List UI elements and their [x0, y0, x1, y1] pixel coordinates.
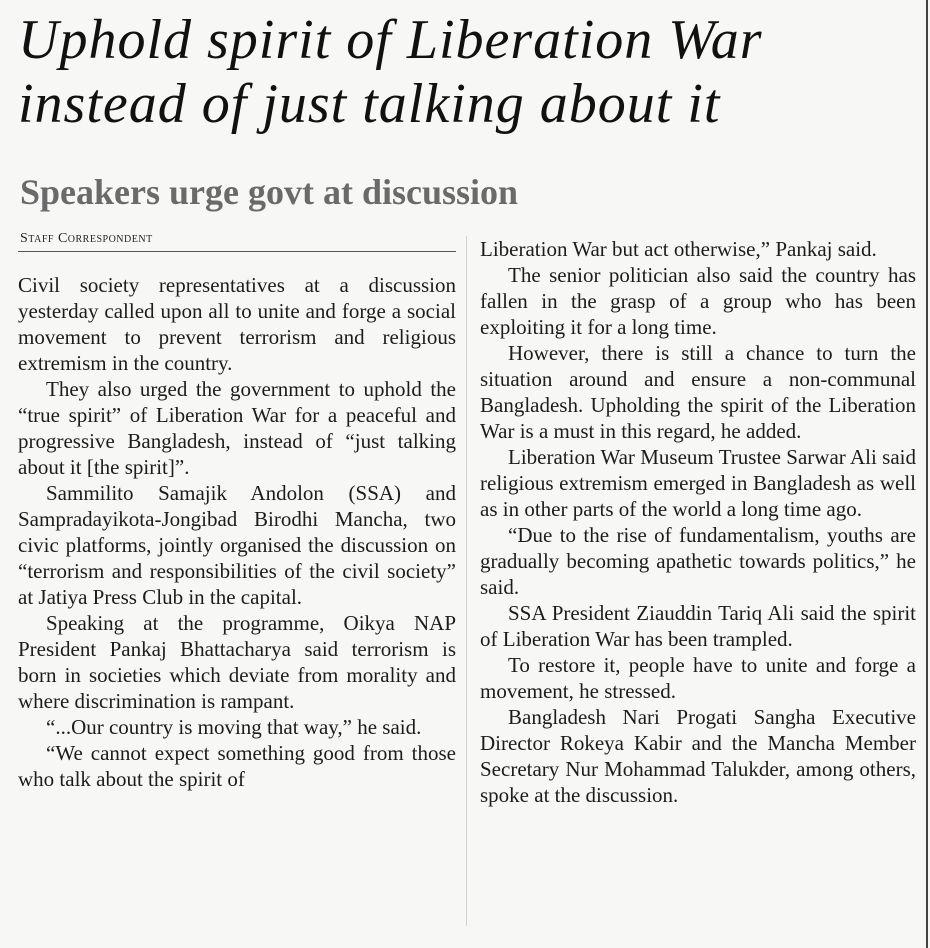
column-divider — [466, 236, 467, 926]
page-edge-rule — [926, 0, 928, 948]
paragraph: However, there is still a chance to turn the situation around and ensure a non-communal Bangladesh. Upholding the spirit of the Liberation War is a must in this regard, he added. — [480, 341, 916, 443]
paragraph: To restore it, people have to unite and forge a movement, he stressed. — [480, 653, 916, 703]
paragraph: Civil society representatives at a discussion yesterday called upon all to unite and forge a social movement to prevent terrorism and religious extremism in the country. — [18, 273, 456, 375]
paragraph: SSA President Ziauddin Tariq Ali said the spirit of Liberation War has been trampled. — [480, 601, 916, 651]
headline: Uphold spirit of Liberation War instead of just talking about it — [18, 9, 763, 135]
byline: Staff Correspondent — [20, 231, 153, 246]
paragraph: Sammilito Samajik Andolon (SSA) and Sampradayikota-Jongibad Birodhi Mancha, two civic platforms, jointly organised the discussion on “terrorism and responsibilities of the civil society” at Jatiya Press Club in the capital. — [18, 481, 456, 609]
paragraph: Speaking at the programme, Oikya NAP President Pankaj Bhattacharya said terrorism is born in societies which deviate from morality and where discrimination is rampant. — [18, 611, 456, 713]
paragraph: Liberation War but act otherwise,” Pankaj said. — [480, 237, 877, 261]
byline-divider — [18, 251, 456, 252]
paragraph: “Due to the rise of fundamentalism, youths are gradually becoming apathetic towards politics,” he said. — [480, 523, 916, 599]
subheadline: Speakers urge govt at discussion — [20, 172, 519, 212]
paragraph: Bangladesh Nari Progati Sangha Executive Director Rokeya Kabir and the Mancha Member Secretary Nur Mohammad Talukder, among others, spoke at the discussion. — [480, 705, 916, 807]
article-column-left — [18, 272, 456, 792]
paragraph: Liberation War Museum Trustee Sarwar Ali said religious extremism emerged in Bangladesh as well as in other parts of the world a long time ago. — [480, 445, 916, 521]
paragraph: They also urged the government to uphold the “true spirit” of Liberation War for a peaceful and progressive Bangladesh, instead of “just talking about it [the spirit]”. — [18, 377, 456, 479]
paragraph: The senior politician also said the country has fallen in the grasp of a group who has been exploiting it for a long time. — [480, 263, 916, 339]
article-column-right — [480, 236, 916, 808]
paragraph: “...Our country is moving that way,” he said. — [46, 715, 422, 739]
paragraph: “We cannot expect something good from those who talk about the spirit of — [18, 741, 456, 791]
